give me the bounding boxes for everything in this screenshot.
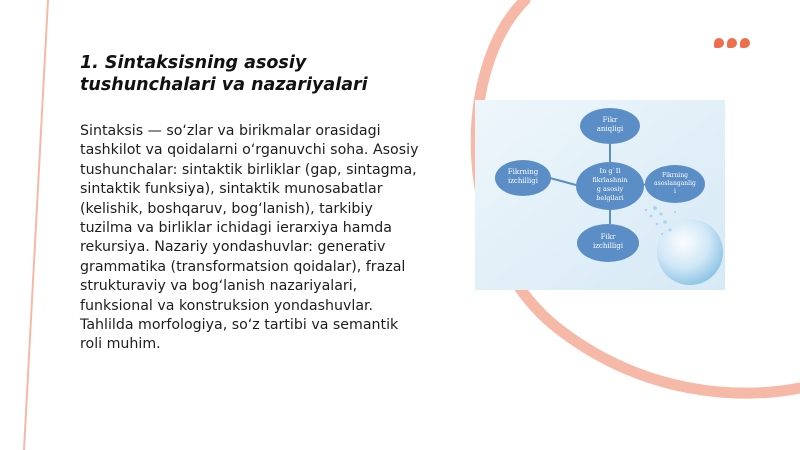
svg-text:Fikrning: Fikrning [507,168,539,176]
svg-text:belgilari: belgilari [596,194,624,202]
svg-text:Fikr: Fikr [600,233,616,241]
svg-text:Fikrning: Fikrning [661,172,689,179]
svg-text:izchilligi: izchilligi [592,242,624,250]
svg-text:i: i [674,188,676,195]
slide-title: 1. Sintaksisning asosiy tushunchalari va nazariyalari [80,53,368,95]
node-fikrning-asoslanganligi [645,165,705,203]
concept-diagram-image [475,100,725,290]
sphere-graphic [657,219,723,285]
svg-text:In g`Il: In g`Il [599,167,621,175]
node-center [576,162,644,210]
node-fikr-aniqligi [580,108,640,144]
dot [727,38,737,48]
dot [714,38,724,48]
dot [740,38,750,48]
decorative-arc-left [24,0,48,450]
node-fikr-izchilligi [577,224,639,262]
svg-text:izchilligi: izchilligi [507,177,539,185]
menu-dots-icon [714,38,750,48]
slide-body-text: Sintaksis — so‘zlar va birikmalar orasidagi tashkilot va qoidalarni o‘rganuvchi soha. Asosiy tushunchalar: sintaktik birliklar (gap, sintagma, sintaktik funksiya), sintaktik munosabatlar (kelishik, boshqaruv, bog‘lanish), tarkibiy tuzilma va birliklar ichidagi ierarxiya hamda rekursiya. Nazariy yondashuvlar: generativ grammatika (transformatsion qoidalar), frazal strukturaviy va bog‘lanish nazariyalari, funksional va konstruksion yondashuvlar. Tahlilda morfologiya, so‘z tartibi va semantik roli muhim. [80,123,419,353]
svg-text:aniqligi: aniqligi [596,125,624,133]
node-fikrning-izchilligi [495,160,551,196]
svg-text:Fikr: Fikr [602,116,618,124]
svg-text:asoslanganlig: asoslanganlig [654,180,696,187]
svg-text:fikrlashnin: fikrlashnin [592,176,628,184]
svg-text:g asosiy: g asosiy [596,185,624,193]
